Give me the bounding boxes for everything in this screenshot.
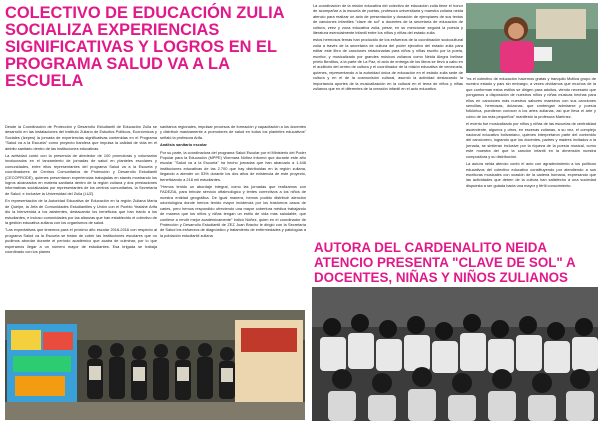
paragraph: el evento fue musicalizado por niños y niñas de las escuelas de centralidad ascendente, algunos y otros, en escenas zulianas, a su vez, el complejo nacional educativo bolivariano, quienes interpretaron parte del contenido del cancionero, logrando que los docentes, padres y madres invitados a la jornada, se sintieran inclusive por la riqueza de la poesía musical, como este muestra del que la canción infantil en la dimensión nuestra compositora y su distribución. (466, 121, 596, 159)
author-portrait-graphic (466, 3, 598, 73)
children-audience-graphic (312, 287, 598, 421)
paragraph: Por su parte, la coordinadora del programa Salud Escolar por el Ministerio del Poder Popular para la Educación (MPPE) Wormara Núñez informó que durante este año escolar "Salud va a la Escuela" ha hecho jornadas que han abarcado a 1.446 instituciones educativas de las 2.700 que hay distribuidas en la región zuliana, llegando a atender un 53% durante los dos años de existencia de este proyecto, beneficiando a 218 mil estudiantes. (160, 149, 306, 182)
article2-title: AUTORA DEL CARDENALITO NEIDA ATENCIO PRESENTA "CLAVE DE SOL" A DOCENTES, NIÑAS Y NIÑOS ZULIANOS (314, 240, 576, 285)
author-portrait-icon (466, 3, 598, 73)
article1-column-1 (5, 124, 157, 306)
paragraph: "Hemos tenido un abordaje integral, como las jornadas que realizamos con FADEZIA, para brindar servicio oftalmológico y lentes correctivos a los niños de nuestra entidad geográfica. De igual manera, hemos podido distribuir atención odontológica donde hemos tenido mayor incidencia por los trastornos casos de caries, pero hemos respondido ofreciendo una mayor cobertura médica trabajando de manera que los niños y niñas tengan un estilo de vida más saludable, que conlleve a rendir mejor académicamente" indicó Núñez, quien en el coordinador de Protección y Desarrollo Estudiantil de ZEZ Juan Bracho le dirigió con la Secretaría de Salud los esfuerzos de diagnóstico y tratamiento de enfermedades y patologías a la población estudiantil zuliana (160, 184, 306, 238)
paragraph: Desde la Coordinación de Protección y Desarrollo Estudiantil de Educación Zulia se desarrolló en las instalaciones del Instituto Zuliano de Estudios Políticos, Económicos y Sociales (Izepes) la jornada de experiencias significativas contenidas en el Programa "Salud va a la Escuela" como proyecto bandera que impulsa la calidad de vida en el ámbito sanitario dentro de las instituciones educativas. (5, 124, 157, 151)
children-audience-icon (312, 287, 598, 421)
paragraph: estos hermosos temas han producido de los esfuerzos de la coordinación sociocultural zulia a través de la secretaría de cultura del poder ejecutivo del estado zulia para editar este libro de canciones relacionadas para niños y niñas escrito por la poeta, escritor, y musicalizado por grandes músicos zulianos como Neida Alegra Ivelisse prieto Berditos, a la parte de La Paz, el acto de entrega de los libros se llevó a cabo en el auditorio del centro de cultura y el coordinador de la misión educativa de venezuela, quienes, representando a la autoridad única de educación en el estado zulia sede de cultura y en el de la cosmovisión cultural, asumió la actividad destacando la importancia aportes de la musicalización en la cultural en el tema de niños y niñas zulianos que en el diferentes de la creación infantil en el acto educativo. (313, 37, 463, 92)
subheading: Análisis sanitario escolar (160, 142, 207, 148)
article2-column-1 (313, 3, 463, 163)
paragraph: La actividad contó con la presencia de alrededor de 100 promotoras y voluntarios involucrados en el lanzamiento de jornadas de salud en planteles escolares y comunidades, entre ellos representantes del programa Salud va a la Escuela y coordinadores de Centros Comunitarios de Protección y Desarrollo Estudiantil (CECOPRODE), quienes presentaron experiencias trabajadas en stands mostrando los logros alcanzados en materia sanitaria dentro de la región zuliana y dos prestaciones informativas socializadas por representantes de los centros comunitarios, la Secretaría de Salud, e inclusive la Universidad del Zulia (LUZ). (5, 153, 157, 196)
paragraph: "es el colectivo de educación hacemos gratas y tranquilo Mollica grupo de nuestro estado y país sin embargo, a veces olvidamos que muchos de la que conforman estos estilos se dirigen para adultos, viendo necesario que pongamos a disposición de nuestros niños y niñas músicas hechas para ellos en canciones más nuestros sabores maestros con sus canciones sencillas, hermosas, dulzonas, que contengan admirarse y poesía folklórica, puedieron conocer a los artes zulianas, así que lleva el arte y cómo de los más pequeños" manifestó la profesora Martínez. (466, 76, 596, 119)
article1-title: COLECTIVO DE EDUCACIÓN ZULIA SOCIALIZA EXPERIENCIAS SIGNIFICATIVAS Y LOGROS EN EL PROGRAMA SALUD VA A LA ESCUELA (5, 4, 284, 90)
paragraph: La coordinación de la misión educativa del colectivo de educación zulia tiene el honor de acompañar a la escuela de poetas, profesora universitaria y maestra zuliana neida atencio para realizar un acto de presentación y donación de ejemplares de sus textos de canciones infantiles "clave de sol" a docentes de la secretaría de educación de cultura, zeez y zona educativa zulia, pesar, en su mencionar seguirá la poesía y literatura esencialmente infantil entre los niños y niñas del estado zulia. (313, 3, 463, 36)
group-photo-graphic (5, 310, 305, 420)
paragraph: En representación de la Autoridad Educativa de Educación en la región Zuliana María de Quelpe, la Jefa de Comunidades Estudiantiles y Unión con el Pueblo Yealahe Arifa dio la bienvenida a los asistentes, destacando los beneficios que han traído a los estudiantes, e incluso comunidades por las alianzas que han establecido el colectivo de la gestión educativa zuliana con los organismos de salud. (5, 198, 157, 225)
article2-column-2 (466, 76, 596, 236)
paragraph: La autora neida atencio contó el acto con agradecimiento a los políticos educativos del colectivo educativo constituyendo por atendiendo a sus escrituras musicales con ocasión de la cadena humana, expresando que las actividades que deben de la cultura han satisfecho a una sociedad dispuesta a ser guiada hacia una mayor y fértil conocimiento. (466, 161, 596, 188)
group-photo-teachers-icon (5, 310, 305, 420)
paragraph: "Las expectativas que tenemos para el próximo año escolar 2016-2016 con respecto al programa Salud va la Escuela se tratan de cubrir las instituciones escolares que no pudimos abordar durante el período académico que acaba de culminar, por lo que esperamos llegar a un número mayor de estudiantes. Esa brigada se trabaja coordinado con los planes (5, 227, 157, 254)
article1-column-2 (160, 124, 306, 306)
paragraph: sanitarios regionales, impulsar procesos de formación y capacitación a los docentes y distribuir masivamente a promotores de salud en todos los planteles educativos" señaló la profesora Arifa. (160, 124, 306, 140)
